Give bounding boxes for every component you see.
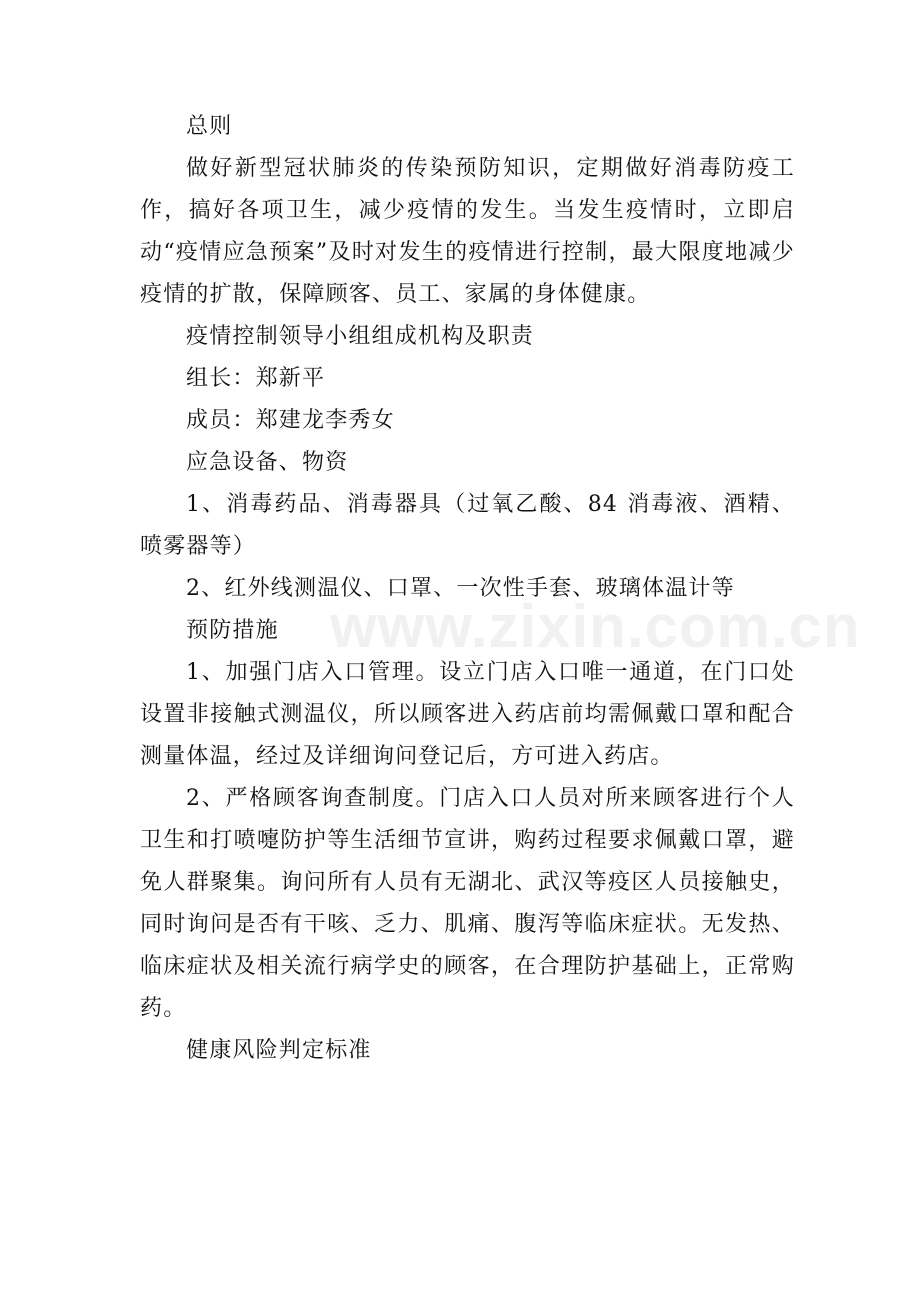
prevention-item-1: 1、加强门店入口管理。设立门店入口唯一通道，在门口处设置非接触式测温仪，所以顾客进入药店前均需佩戴口罩和配合测量体温，经过及详细询问登记后，方可进入药店。	[140, 660, 795, 769]
leader-line: 组长：郑新平	[186, 366, 326, 391]
prevention-item-2: 2、严格顾客询查制度。门店入口人员对所来顾客进行个人卫生和打喷嚏防护等生活细节宣讲，购药过程要求佩戴口罩，避免人群聚集。询问所有人员有无湖北、武汉等疫区人员接触史，同时询问是否有干咳、乏力、肌痛、腹泻等临床症状。无发热、临床症状及相关流行病学史的顾客，在合理防护基础上，正常购药。	[140, 786, 795, 1021]
members-line: 成员：郑建龙李秀女	[186, 408, 395, 433]
heading-general: 总则	[186, 114, 233, 139]
heading-risk-criteria: 健康风险判定标准	[186, 1038, 372, 1063]
watermark: www.zixin.com.cn	[330, 593, 861, 660]
paragraph-general: 做好新型冠状肺炎的传染预防知识，定期做好消毒防疫工作，搞好各项卫生，减少疫情的发生。当发生疫情时，立即启动“疫情应急预案”及时对发生的疫情进行控制，最大限度地减少疫情的扩散，保障顾客、员工、家属的身体健康。	[140, 156, 795, 307]
document-body	[140, 106, 795, 1072]
heading-prevention: 预防措施	[186, 618, 279, 643]
heading-leadership: 疫情控制领导小组组成机构及职责	[186, 324, 535, 349]
supplies-item-2: 2、红外线测温仪、口罩、一次性手套、玻璃体温计等	[186, 576, 735, 601]
heading-supplies: 应急设备、物资	[186, 450, 349, 475]
supplies-item-1: 1、消毒药品、消毒器具（过氧乙酸、84 消毒液、酒精、喷雾器等）	[140, 492, 795, 559]
